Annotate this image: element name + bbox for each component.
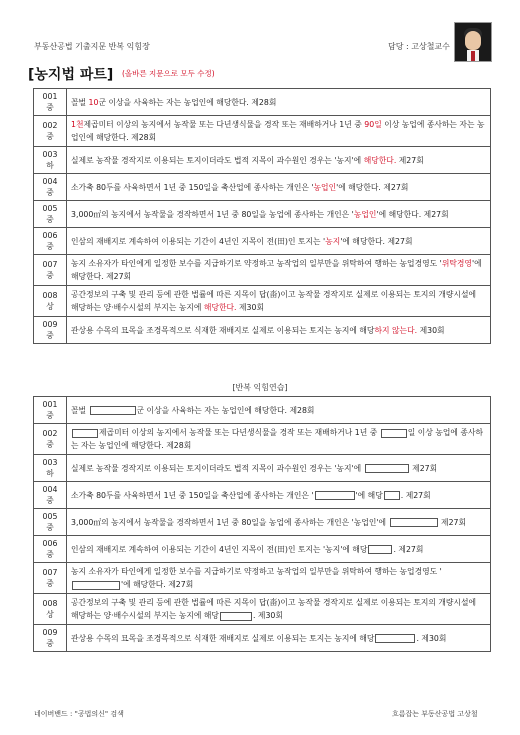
- question-id: 001: [42, 92, 58, 101]
- text-segment: . 제27회: [393, 544, 424, 554]
- question-id: 007: [42, 568, 58, 577]
- question-number: [34, 536, 67, 563]
- question-text: [67, 201, 491, 228]
- practice-row: [34, 536, 491, 563]
- correct-answer: 위탁경영: [441, 259, 472, 268]
- question-id: 007: [42, 260, 58, 269]
- answer-table: [33, 88, 491, 344]
- teacher-photo: [454, 22, 492, 62]
- correct-answer: 해당한다.: [363, 155, 397, 165]
- question-id: 003: [42, 458, 58, 467]
- text-segment: 농지 소유자가 타인에게 일정한 보수를 지급하기로 약정하고 농작업의 일부만을 위탁하여 행하는 농업경영도 ': [71, 567, 442, 576]
- text-segment: 3,000㎡의 농지에서 농작물을 경작하면서 1년 중 80일을 농업에 종사하는 개인은 '농업인'에: [71, 517, 389, 527]
- text-segment: 군 이상을 사육하는 자는 농업인에 해당한다. 제28회: [98, 97, 277, 107]
- text-segment: 제곱미터 이상의 농지에서 농작물 또는 다년생식물을 경작 또는 재배하거나 1년 중: [99, 428, 380, 437]
- correct-answer: 하지 않는다.: [374, 325, 418, 335]
- question-text: [67, 255, 491, 286]
- difficulty-label: 중: [46, 579, 54, 588]
- question-id: 009: [42, 628, 58, 637]
- answer-row: [34, 255, 491, 286]
- text-segment: 실제로 농작물 경작지로 이용되는 토지이더라도 법적 지목이 과수원인 경우는 '농지'에: [71, 463, 364, 473]
- text-segment: 꼴벌: [71, 97, 89, 107]
- text-segment: 군 이상을 사육하는 자는 농업인에 해당한다. 제28회: [136, 405, 315, 415]
- question-text: [67, 174, 491, 201]
- answer-blank[interactable]: [368, 545, 392, 554]
- text-segment: 일 이상 농업에 종사하는 자는 농업인에 해당한다. 제28회: [71, 428, 484, 450]
- difficulty-label: 중: [46, 188, 54, 197]
- question-id: 008: [42, 599, 58, 608]
- question-text: [67, 147, 491, 174]
- section-title: [농지법 파트]: [28, 67, 114, 83]
- difficulty-label: 하: [46, 469, 54, 478]
- text-segment: 제27회: [409, 463, 438, 473]
- difficulty-label: 중: [46, 215, 54, 224]
- question-number: [34, 397, 67, 424]
- difficulty-label: 중: [46, 331, 54, 340]
- answer-blank[interactable]: [315, 491, 355, 500]
- photo-tie: [471, 51, 475, 61]
- text-segment: . 제27회: [400, 490, 431, 500]
- question-id: 008: [42, 291, 58, 300]
- question-id: 002: [42, 429, 58, 438]
- question-number: [34, 174, 67, 201]
- correct-answer: 10: [88, 97, 99, 107]
- correct-answer: 1천: [71, 120, 84, 129]
- practice-row: [34, 563, 491, 594]
- text-segment: 소가축 80두를 사육하면서 1년 중 150일을 축산업에 종사하는 개인은 ': [71, 182, 314, 192]
- question-text: [67, 286, 491, 317]
- question-text: [67, 509, 491, 536]
- question-number: [34, 255, 67, 286]
- question-id: 004: [42, 485, 58, 494]
- text-segment: . 제30회: [416, 633, 447, 643]
- difficulty-label: 중: [46, 132, 54, 141]
- question-number: [34, 563, 67, 594]
- question-number: [34, 509, 67, 536]
- difficulty-label: 중: [46, 103, 54, 112]
- teacher-label: 담당 : 고상철교수: [388, 42, 450, 51]
- document-title: 부동산공법 기출지문 반복 익힘장: [34, 42, 150, 51]
- text-segment: 제30회: [236, 303, 264, 312]
- practice-row: [34, 397, 491, 424]
- text-segment: 이상 농업에 종사하는 자는 농업인에 해당한다. 제28회: [71, 120, 485, 142]
- question-text: [67, 482, 491, 509]
- question-number: [34, 116, 67, 147]
- answer-blank[interactable]: [381, 429, 407, 438]
- question-number: [34, 89, 67, 116]
- difficulty-label: 중: [46, 550, 54, 559]
- difficulty-label: 상: [46, 302, 54, 311]
- answer-blank[interactable]: [375, 634, 415, 643]
- difficulty-label: 중: [46, 639, 54, 648]
- section-note: (올바른 지문으로 모두 수정): [122, 69, 215, 78]
- photo-face: [465, 31, 481, 50]
- footer-band-search: 네이버밴드 : "공법의신" 검색: [34, 710, 124, 718]
- text-segment: '에 해당한다. 제27회: [340, 236, 413, 246]
- difficulty-label: 상: [46, 610, 54, 619]
- question-id: 003: [42, 150, 58, 159]
- question-number: [34, 201, 67, 228]
- answer-blank[interactable]: [365, 464, 409, 473]
- question-id: 004: [42, 177, 58, 186]
- answer-row: [34, 147, 491, 174]
- text-segment: 제30회: [417, 325, 445, 335]
- question-id: 005: [42, 204, 58, 213]
- difficulty-label: 중: [46, 411, 54, 420]
- practice-row: [34, 594, 491, 625]
- text-segment: 공간정보의 구축 및 관리 등에 관한 법률에 따른 지목이 답(畓)이고 농작물 경작지로 실제로 이용되는 토지의 개량시설에 해당하는 양·배수시설의 부지는 농지에: [71, 290, 477, 312]
- practice-table: [33, 396, 491, 652]
- footer-brand: 흐름잡는 부동산공법 고상철: [392, 710, 478, 718]
- question-number: [34, 482, 67, 509]
- practice-row: [34, 455, 491, 482]
- answer-row: [34, 286, 491, 317]
- answer-row: [34, 174, 491, 201]
- correct-answer: 해당한다.: [203, 303, 237, 312]
- difficulty-label: 하: [46, 161, 54, 170]
- text-segment: 3,000㎡의 농지에서 농작물을 경작하면서 1년 중 80일을 농업에 종사하는 개인은 ': [71, 209, 354, 219]
- difficulty-label: 중: [46, 271, 54, 280]
- question-text: [67, 594, 491, 625]
- text-segment: '에 해당: [355, 490, 383, 500]
- answer-row: [34, 228, 491, 255]
- question-number: [34, 424, 67, 455]
- question-number: [34, 317, 67, 344]
- practice-row: [34, 625, 491, 652]
- question-text: [67, 228, 491, 255]
- text-segment: . 제30회: [252, 611, 283, 620]
- question-id: 001: [42, 400, 58, 409]
- question-text: [67, 455, 491, 482]
- difficulty-label: 중: [46, 242, 54, 251]
- question-number: [34, 228, 67, 255]
- text-segment: 인삼의 재배지로 계속하여 이용되는 기간이 4년인 지목이 전(田)인 토지는 ': [71, 236, 326, 246]
- difficulty-label: 중: [46, 496, 54, 505]
- question-number: [34, 147, 67, 174]
- question-text: [67, 317, 491, 344]
- text-segment: 제27회: [396, 155, 424, 165]
- answer-blank[interactable]: [384, 491, 400, 500]
- question-number: [34, 594, 67, 625]
- question-text: [67, 89, 491, 116]
- practice-row: [34, 424, 491, 455]
- correct-answer: 농업인: [313, 182, 337, 192]
- answer-blank[interactable]: [72, 581, 120, 590]
- text-segment: 인삼의 재배지로 계속하여 이용되는 기간이 4년인 지목이 전(田)인 토지는 '농지'에 해당: [71, 544, 368, 554]
- answer-blank[interactable]: [72, 429, 98, 438]
- text-segment: 관상용 수목의 묘목을 조경목적으로 식재한 재배지로 실제로 이용되는 토지는 농지에 해당: [71, 325, 375, 335]
- question-number: [34, 625, 67, 652]
- text-segment: 공간정보의 구축 및 관리 등에 관한 법률에 따른 지목이 답(畓)이고 농작물 경작지로 실제로 이용되는 토지의 개량시설에 해당하는 양·배수시설의 부지는 농지에 해당: [71, 598, 477, 620]
- answer-blank[interactable]: [90, 406, 136, 415]
- question-id: 002: [42, 121, 58, 130]
- question-number: [34, 286, 67, 317]
- text-segment: 실제로 농작물 경작지로 이용되는 토지이더라도 법적 지목이 과수원인 경우는 '농지'에: [71, 155, 364, 165]
- question-text: [67, 536, 491, 563]
- correct-answer: 농지: [325, 236, 341, 246]
- text-segment: 제곱미터 이상의 농지에서 농작물 또는 다년생식물을 경작 또는 재배하거나 1년 중: [83, 120, 365, 129]
- question-text: [67, 424, 491, 455]
- practice-row: [34, 482, 491, 509]
- question-id: 009: [42, 320, 58, 329]
- question-number: [34, 455, 67, 482]
- question-text: [67, 397, 491, 424]
- text-segment: '에 해당한다. 제27회: [336, 182, 409, 192]
- answer-row: [34, 116, 491, 147]
- text-segment: 제27회: [438, 517, 467, 527]
- answer-row: [34, 201, 491, 228]
- correct-answer: 90일: [364, 120, 382, 129]
- practice-row: [34, 509, 491, 536]
- text-segment: 관상용 수목의 묘목을 조경목적으로 식재한 재배지로 실제로 이용되는 토지는 농지에 해당: [71, 633, 375, 643]
- question-text: [67, 625, 491, 652]
- answer-blank[interactable]: [220, 612, 252, 621]
- question-id: 006: [42, 539, 58, 548]
- correct-answer: 농업인: [353, 209, 377, 219]
- question-text: [67, 563, 491, 594]
- question-text: [67, 116, 491, 147]
- answer-row: [34, 89, 491, 116]
- text-segment: 소가축 80두를 사육하면서 1년 중 150일을 축산업에 종사하는 개인은 ': [71, 490, 314, 500]
- difficulty-label: 중: [46, 440, 54, 449]
- text-segment: '에 해당한다. 제27회: [71, 259, 482, 281]
- text-segment: '에 해당한다. 제27회: [376, 209, 449, 219]
- question-id: 005: [42, 512, 58, 521]
- answer-row: [34, 317, 491, 344]
- text-segment: '에 해당한다. 제27회: [121, 580, 194, 589]
- difficulty-label: 중: [46, 523, 54, 532]
- text-segment: 꼴벌: [71, 405, 89, 415]
- practice-title: [반복 익힘연습]: [232, 383, 288, 392]
- answer-blank[interactable]: [390, 518, 438, 527]
- question-id: 006: [42, 231, 58, 240]
- text-segment: 농지 소유자가 타인에게 일정한 보수를 지급하기로 약정하고 농작업의 일부만을 위탁하여 행하는 농업경영도 ': [71, 259, 442, 268]
